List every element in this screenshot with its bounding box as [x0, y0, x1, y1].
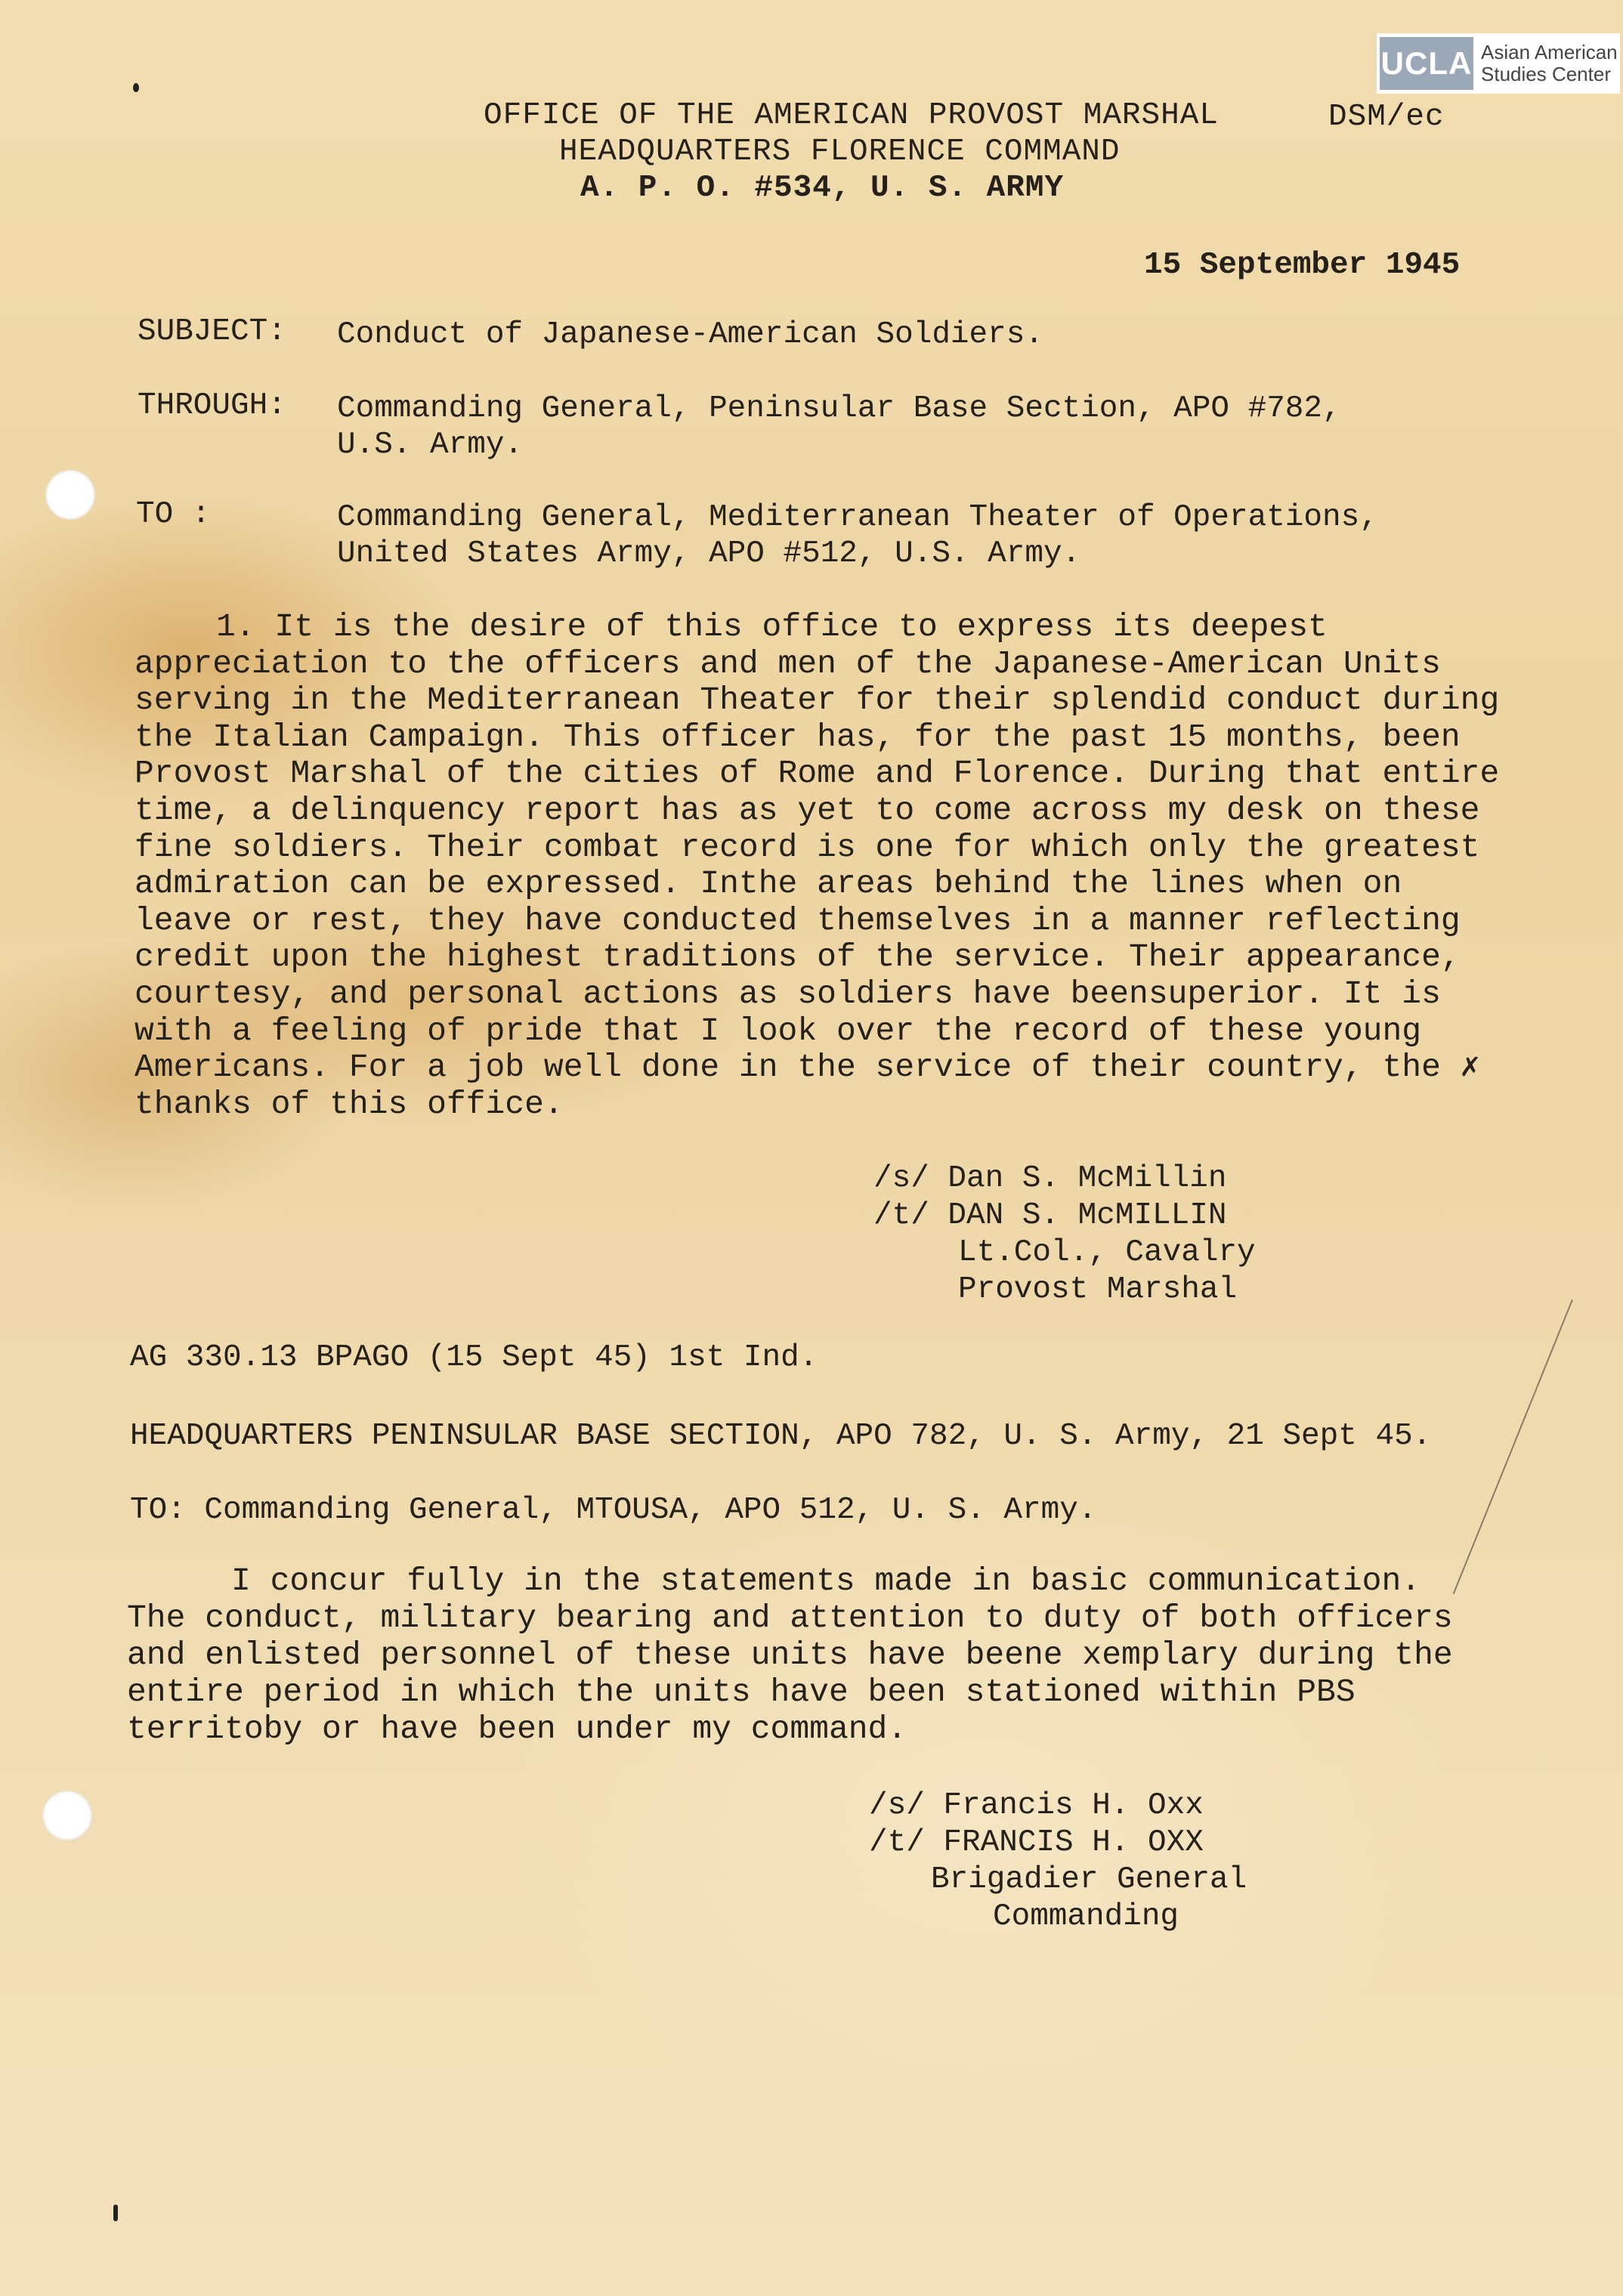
- paragraph-1-line: Americans. For a job well done in the service of their country, the ✗: [134, 1049, 1480, 1086]
- ink-speck: [133, 83, 139, 92]
- to-line1: Commanding General, Mediterranean Theater of Operations,: [337, 500, 1378, 535]
- through-line2: U.S. Army.: [337, 428, 524, 462]
- watermark-institution: [1481, 42, 1618, 85]
- paragraph-1-line: appreciation to the officers and men of the Japanese-American Units: [134, 645, 1441, 682]
- memo-date: 15 September 1945: [1144, 248, 1461, 283]
- punch-hole: [45, 470, 95, 520]
- signer-title: Commanding: [993, 1899, 1179, 1934]
- indorsement-reference: AG 330.13 BPAGO (15 Sept 45) 1st Ind.: [130, 1340, 818, 1375]
- paragraph-1-line: 1. It is the desire of this office to express its deepest: [216, 609, 1328, 645]
- signer-rank: Lt.Col., Cavalry: [958, 1235, 1256, 1270]
- signature-block-oxx: [869, 1788, 1247, 1936]
- paragraph-1-line: with a feeling of pride that I look over the record of these young: [134, 1012, 1422, 1049]
- paragraph-1-line: Provost Marshal of the cities of Rome and Florence. During that entire: [134, 756, 1500, 793]
- subject-label: SUBJECT:: [138, 314, 286, 349]
- paragraph-2-line: entire period in which the units have been stationed within PBS: [127, 1673, 1356, 1710]
- paragraph-1-line: admiration can be expressed. Inthe areas behind the lines when on: [134, 866, 1402, 903]
- header-apo: A. P. O. #534, U. S. ARMY: [580, 171, 1065, 205]
- typed-name: /t/ FRANCIS H. OXX: [869, 1825, 1204, 1860]
- to-label: TO :: [136, 497, 211, 532]
- signed-name: /s/ Francis H. Oxx: [869, 1788, 1204, 1823]
- ucla-aasc-watermark: [1377, 33, 1620, 94]
- ucla-logo-mark: UCLA: [1380, 37, 1473, 90]
- subject-text: Conduct of Japanese-American Soldiers.: [337, 317, 1043, 352]
- to-line2: United States Army, APO #512, U.S. Army.: [337, 536, 1081, 571]
- ink-speck: [113, 2205, 118, 2221]
- paragraph-1-line: thanks of this office.: [134, 1086, 564, 1123]
- paragraph-1-line: the Italian Campaign. This officer has, for the past 15 months, been: [134, 718, 1461, 756]
- paragraph-1-line: serving in the Mediterranean Theater for their splendid conduct during: [134, 682, 1500, 719]
- typed-name: /t/ DAN S. McMILLIN: [873, 1198, 1227, 1233]
- paragraph-2-line: I concur fully in the statements made in basic communication.: [231, 1562, 1421, 1599]
- header-office: OFFICE OF THE AMERICAN PROVOST MARSHAL: [484, 98, 1219, 133]
- paragraph-2-line: and enlisted personnel of these units have beene xemplary during the: [127, 1636, 1453, 1673]
- punch-hole: [42, 1791, 92, 1840]
- through-line1: Commanding General, Peninsular Base Section, APO #782,: [337, 391, 1341, 426]
- paragraph-1: [134, 609, 1570, 1123]
- through-label: THROUGH:: [138, 388, 286, 423]
- signature-block-mcmillin: [873, 1160, 1256, 1309]
- paragraph-1-line: credit upon the highest traditions of the service. Their appearance,: [134, 939, 1461, 976]
- indorsement-to: TO: Commanding General, MTOUSA, APO 512, U. S. Army.: [130, 1493, 1097, 1528]
- watermark-line2: Studies Center: [1481, 63, 1611, 85]
- signed-name: /s/ Dan S. McMillin: [873, 1161, 1227, 1196]
- signer-rank: Brigadier General: [931, 1862, 1247, 1897]
- signer-title: Provost Marshal: [958, 1272, 1238, 1307]
- paragraph-2: [127, 1562, 1525, 1747]
- indorsement-from: HEADQUARTERS PENINSULAR BASE SECTION, APO 782, U. S. Army, 21 Sept 45.: [130, 1419, 1432, 1454]
- pencil-mark: [1453, 1299, 1573, 1594]
- paragraph-1-line: courtesy, and personal actions as soldiers have beensuperior. It is: [134, 975, 1441, 1012]
- paragraph-1-line: leave or rest, they have conducted themselves in a manner reflecting: [134, 902, 1461, 939]
- paragraph-1-line: time, a delinquency report has as yet to come across my desk on these: [134, 792, 1480, 829]
- watermark-line1: Asian American: [1481, 41, 1618, 63]
- reference-initials: DSM/ec: [1328, 100, 1445, 134]
- header-headquarters: HEADQUARTERS FLORENCE COMMAND: [559, 134, 1121, 169]
- paragraph-1-line: fine soldiers. Their combat record is one for which only the greatest: [134, 829, 1480, 866]
- paragraph-2-line: The conduct, military bearing and attention to duty of both officers: [127, 1599, 1453, 1636]
- paragraph-2-line: territoby or have been under my command.: [127, 1710, 907, 1747]
